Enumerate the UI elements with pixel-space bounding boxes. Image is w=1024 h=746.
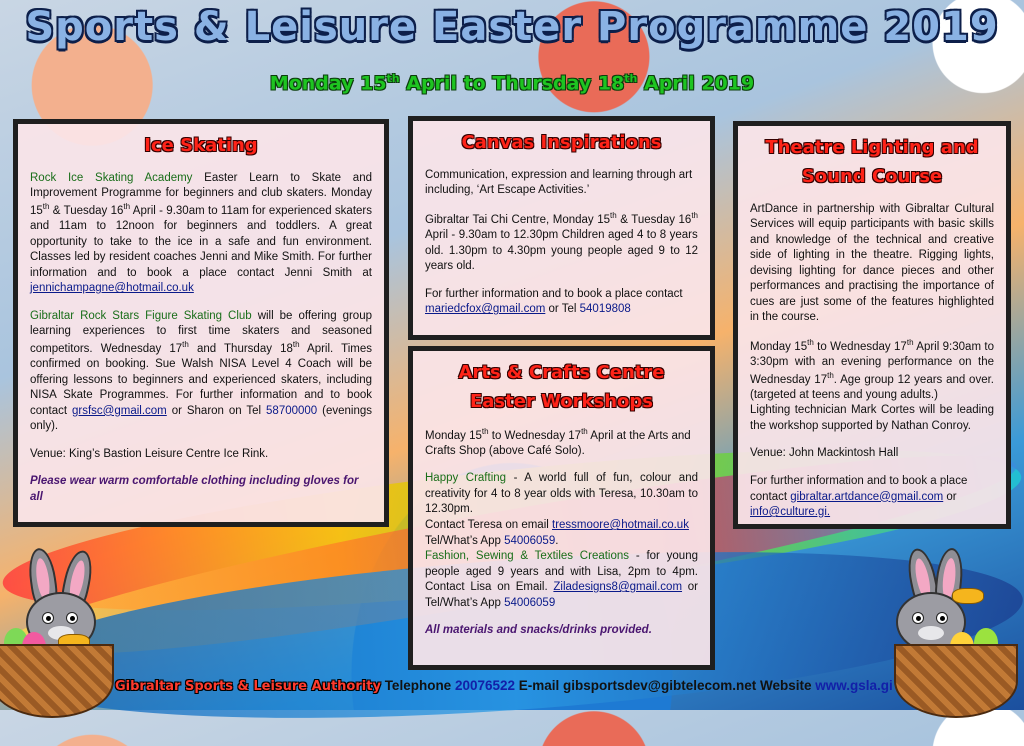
ice-note: Please wear warm comfortable clothing including gloves for all [30, 475, 359, 503]
fashion-paragraph: Fashion, Sewing & Textiles Creations - for young people aged 9 years and with Lisa, 2pm to 4pm. Contact Lisa on Email. Ziladesigns8@gmail.com or Tel/What’s App 54006059 [425, 550, 698, 609]
phone-number: 58700000 [266, 404, 318, 417]
contact-footer: Gibraltar Sports & Leisure Authority Telephone 20076522 E-mail gibsportsdev@gibtelecom.net Website www.gsla.gi [115, 678, 893, 694]
phone-number: 54019808 [579, 303, 631, 316]
ice-venue: Venue: King’s Bastion Leisure Centre Ice Rink. [30, 447, 269, 460]
email-link[interactable]: mariedcfox@gmail.com [425, 303, 546, 316]
theatre-intro: ArtDance in partnership with Gibraltar Cultural Services will equip participants with basic skills and knowledge of the technical and creative side of lighting in the theatre. Rigging lights, devising lighting for dance pieces and other performances and practising the importance of cues are just some of the features highlighted in the course. [750, 202, 994, 324]
easter-bunny-illustration [0, 548, 120, 708]
website-link[interactable]: www.gsla.gi [815, 678, 893, 693]
organisation-name: Gibraltar Sports & Leisure Authority [115, 679, 381, 694]
ice-academy-paragraph: Rock Ice Skating Academy Easter Learn to Skate and Improvement Programme for beginners and club skaters. Monday 15th & Tuesday 16th April - 9.30am to 11am for experienced skaters and 11am to 12noon for beginners and toddlers. A great opportunity to take to the ice in a safe and fun environment. Classes led by resident coaches Jenni and Mike Smith. For further information and to book a place contact Jenni Smith at jennichampagne@hotmail.co.uk [30, 171, 372, 295]
phone-number: 54006059 [504, 534, 556, 547]
theatre-contact: For further information and to book a place contact gibraltar.artdance@gmail.com or info@culture.gi. [750, 474, 968, 519]
ice-skating-panel [13, 119, 389, 527]
ice-skating-title: Ice Skating [144, 135, 258, 156]
email-link[interactable]: jennichampagne@hotmail.co.uk [30, 282, 194, 295]
arts-note: All materials and snacks/drinks provided. [425, 624, 652, 637]
canvas-schedule: Gibraltar Tai Chi Centre, Monday 15th & Tuesday 16th April - 9.30am to 12.30pm Children aged 4 to 8 years old. 1.30pm to 4.30pm young people aged 9 to 12 years old. [425, 210, 698, 273]
happy-crafting-paragraph: Happy Crafting - A world full of fun, colour and creativity for 4 to 8 year olds with Teresa, 10.30am to 12.30pm. Contact Teresa on email tressmoore@hotmail.co.uk Tel/What’s App 54006059. [425, 472, 698, 547]
arts-crafts-panel [408, 346, 715, 670]
arts-crafts-title: Arts & Crafts Centre Easter Workshops [458, 362, 665, 412]
email-link[interactable]: info@culture.gi. [750, 506, 831, 519]
canvas-title: Canvas Inspirations [461, 132, 662, 153]
theatre-lighting-panel [733, 121, 1011, 529]
theatre-schedule: Monday 15th to Wednesday 17th April 9:30am to 3:30pm with an evening performance on the Wednesday 17th. Age group 12 years and over. (targeted at teens and young adults.) Lighting technician Mark Cortes will be leading the workshop supported by Nathan Conroy. [750, 337, 994, 432]
email-link[interactable]: tressmoore@hotmail.co.uk [552, 519, 689, 531]
canvas-contact: For further information and to book a place contact mariedcfox@gmail.com or Tel 54019808 [425, 287, 683, 316]
theatre-venue: Venue: John Mackintosh Hall [750, 447, 899, 460]
email-link[interactable]: grsfsc@gmail.com [72, 404, 167, 417]
canvas-intro: Communication, expression and learning through art including, ‘Art Escape Activities.’ [425, 168, 693, 197]
theatre-title: Theatre Lighting and Sound Course [765, 137, 979, 187]
ice-club-paragraph: Gibraltar Rock Stars Figure Skating Club will be offering group learning experiences to first time skaters and seasoned competitors. Wednesday 17th and Thursday 18th April. Times confirmed on booking. Sue Walsh NISA Level 4 Coach will be offering lessons to beginners and experienced skaters, including NISA Skate Programmes. For further information and to book contact grsfsc@gmail.com or Sharon on Tel 58700000 (evenings only). [30, 309, 372, 433]
email-link[interactable]: gibraltar.artdance@gmail.com [790, 490, 944, 503]
arts-schedule: Monday 15th to Wednesday 17th April at the Arts and Crafts Shop (above Café Solo). [425, 426, 691, 457]
programme-dates: Monday 15th April to Thursday 18th April 2019 [269, 72, 755, 95]
email-link[interactable]: Ziladesigns8@gmail.com [553, 581, 683, 594]
footer-email[interactable]: gibsportsdev@gibtelecom.net [563, 678, 757, 693]
canvas-inspirations-panel [408, 116, 715, 340]
page-title: Sports & Leisure Easter Programme 2019 [25, 4, 999, 50]
phone-number: 54006059 [504, 596, 556, 609]
phone-number: 20076522 [454, 678, 516, 693]
